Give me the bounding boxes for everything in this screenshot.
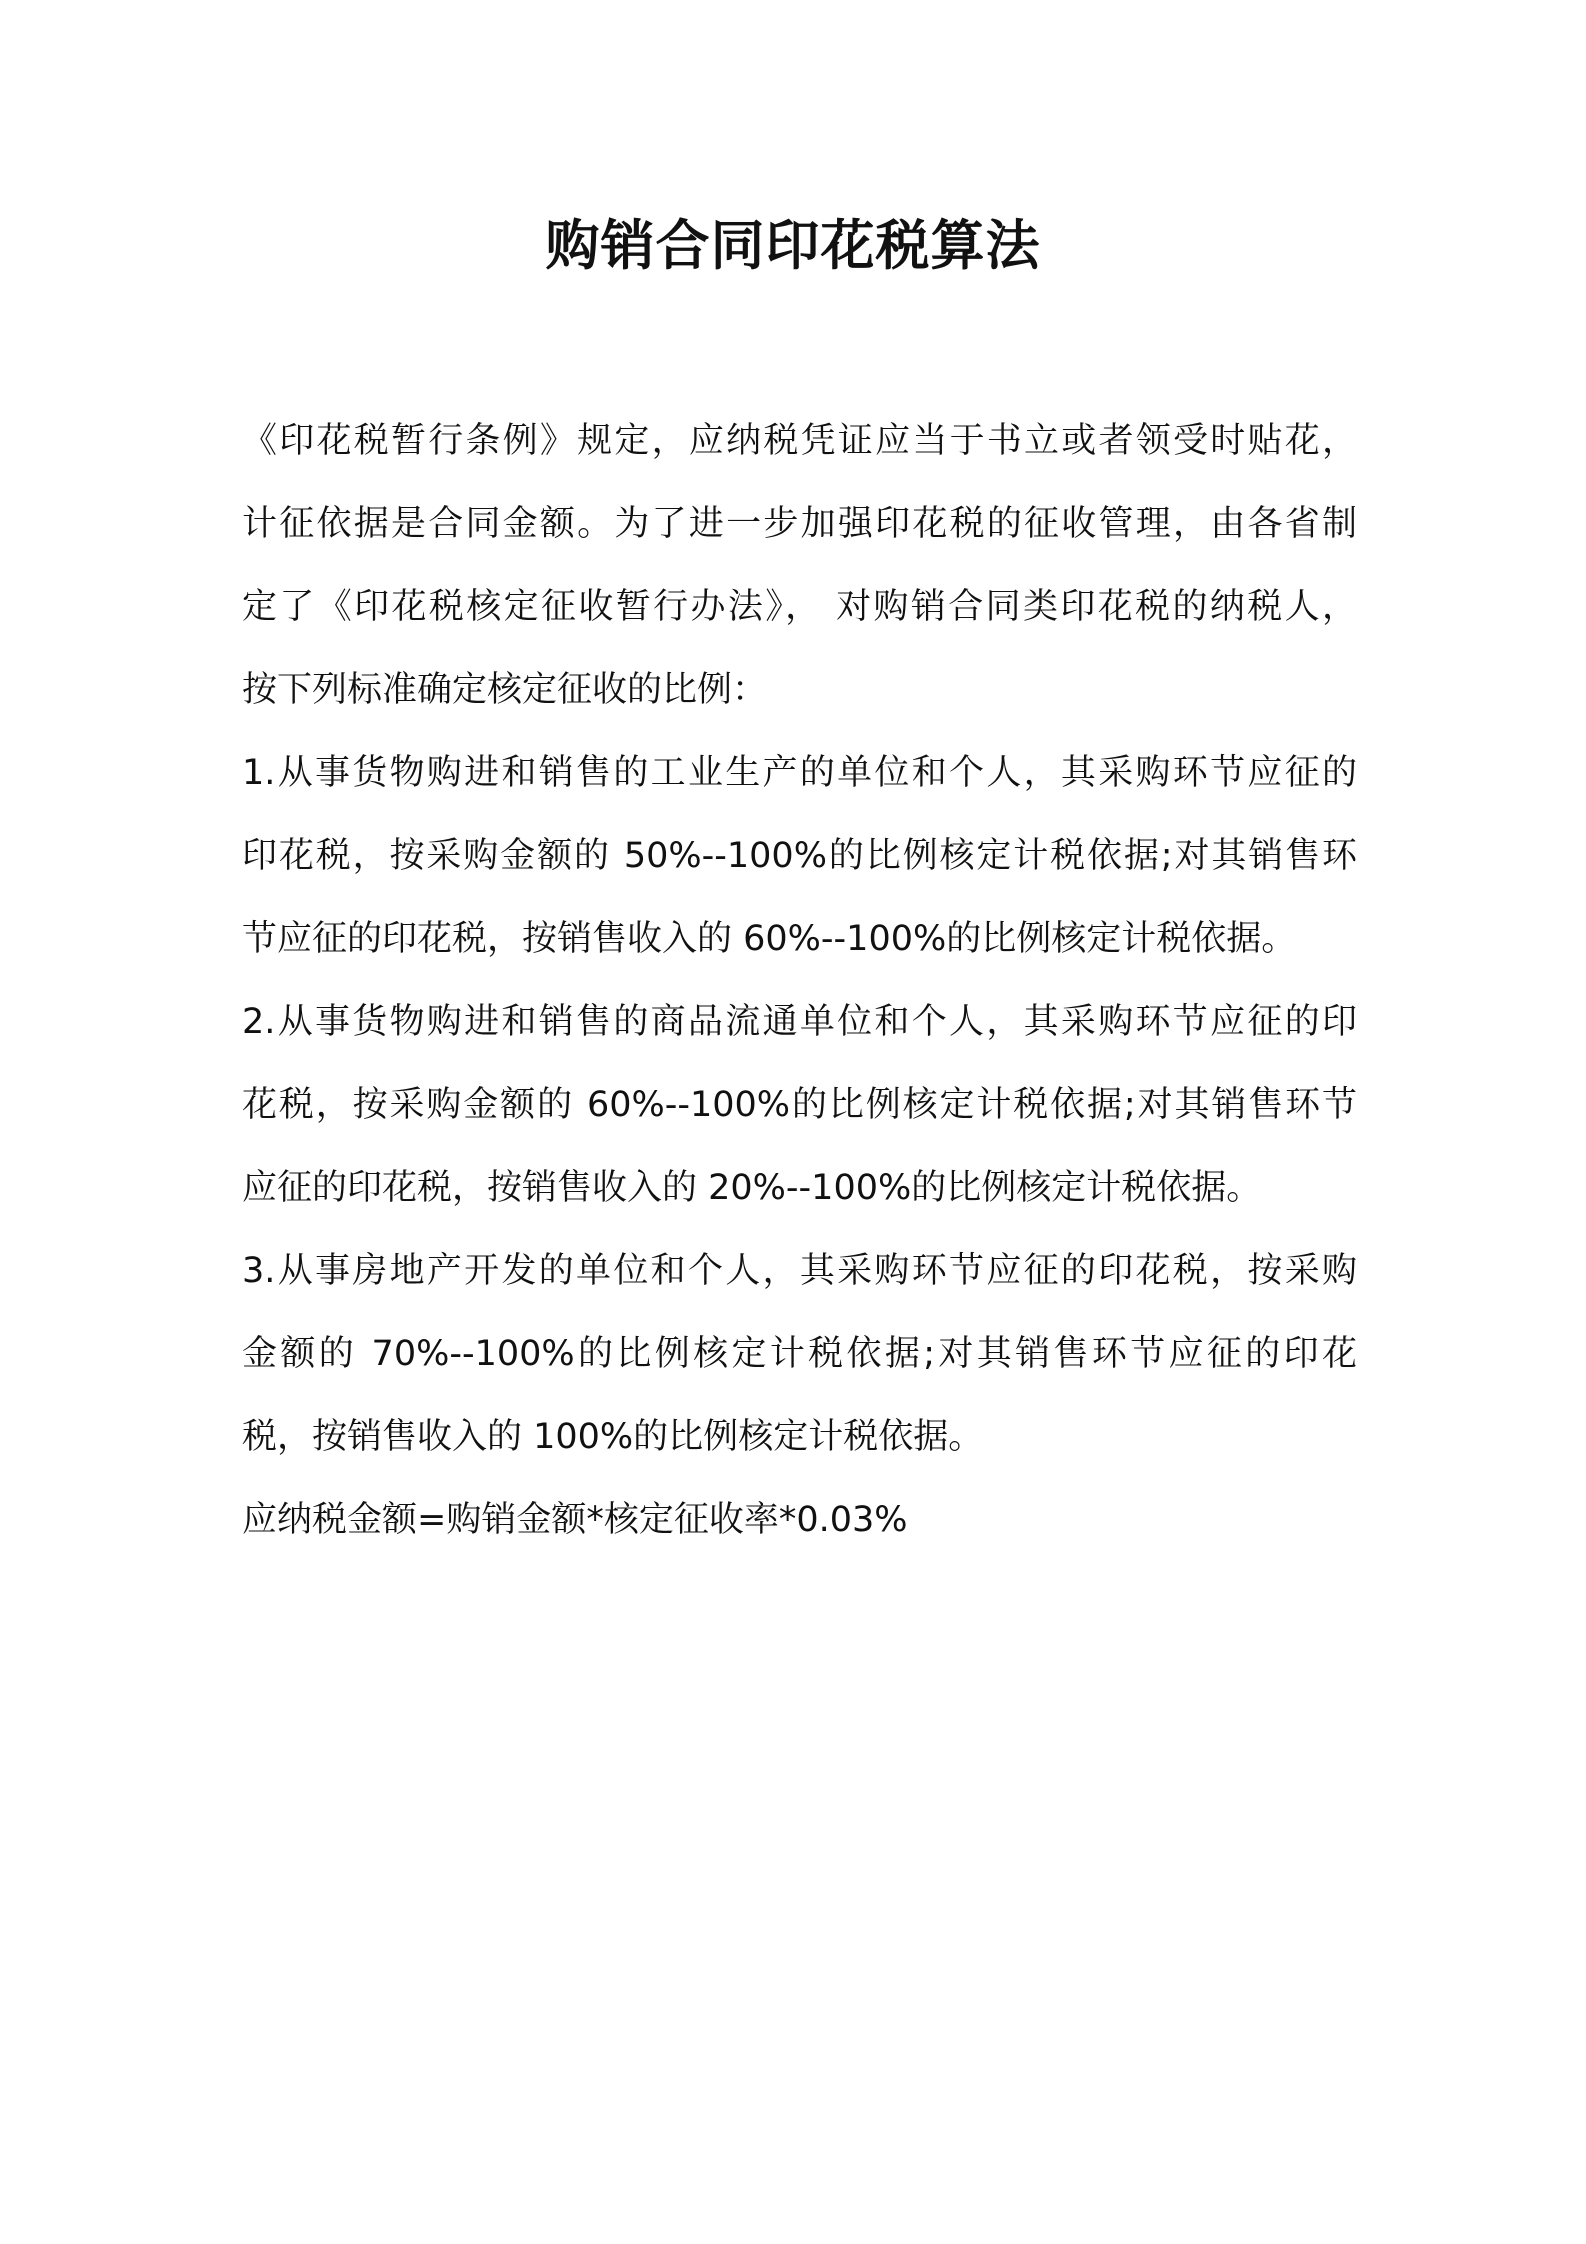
formula-line: 应纳税金额=购销金额*核定征收率*0.03%	[242, 1500, 908, 1540]
paragraph-item-3	[242, 1230, 1357, 1479]
document-title: 购销合同印花税算法	[545, 214, 1041, 277]
paragraph-item-2	[242, 981, 1357, 1230]
document-body	[242, 400, 1357, 1562]
paragraph-intro	[242, 400, 1357, 732]
text-line: 税，按销售收入的 100%的比例核定计税依据。	[242, 1417, 984, 1457]
text-line: 2.从事货物购进和销售的商品流通单位和个人，其采购环节应征的印	[242, 1002, 1357, 1042]
text-line: 花税，按采购金额的 60%--100%的比例核定计税依据;对其销售环节	[242, 1085, 1357, 1125]
paragraph-item-1	[242, 732, 1357, 981]
text-line: 3.从事房地产开发的单位和个人，其采购环节应征的印花税，按采购	[242, 1251, 1357, 1291]
text-line: 节应征的印花税，按销售收入的 60%--100%的比例核定计税依据。	[242, 919, 1297, 959]
text-line: 《印花税暂行条例》规定，应纳税凭证应当于书立或者领受时贴花，	[242, 421, 1357, 461]
text-line: 计征依据是合同金额。为了进一步加强印花税的征收管理，由各省制	[242, 504, 1357, 544]
text-line: 定了《印花税核定征收暂行办法》， 对购销合同类印花税的纳税人，	[242, 587, 1357, 627]
text-line: 按下列标准确定核定征收的比例：	[242, 670, 768, 710]
paragraph-formula	[242, 1479, 1357, 1562]
text-line: 印花税，按采购金额的 50%--100%的比例核定计税依据;对其销售环	[242, 836, 1357, 876]
text-line: 应征的印花税，按销售收入的 20%--100%的比例核定计税依据。	[242, 1168, 1262, 1208]
text-line: 1.从事货物购进和销售的工业生产的单位和个人，其采购环节应征的	[242, 753, 1357, 793]
text-line: 金额的 70%--100%的比例核定计税依据;对其销售环节应征的印花	[242, 1334, 1357, 1374]
